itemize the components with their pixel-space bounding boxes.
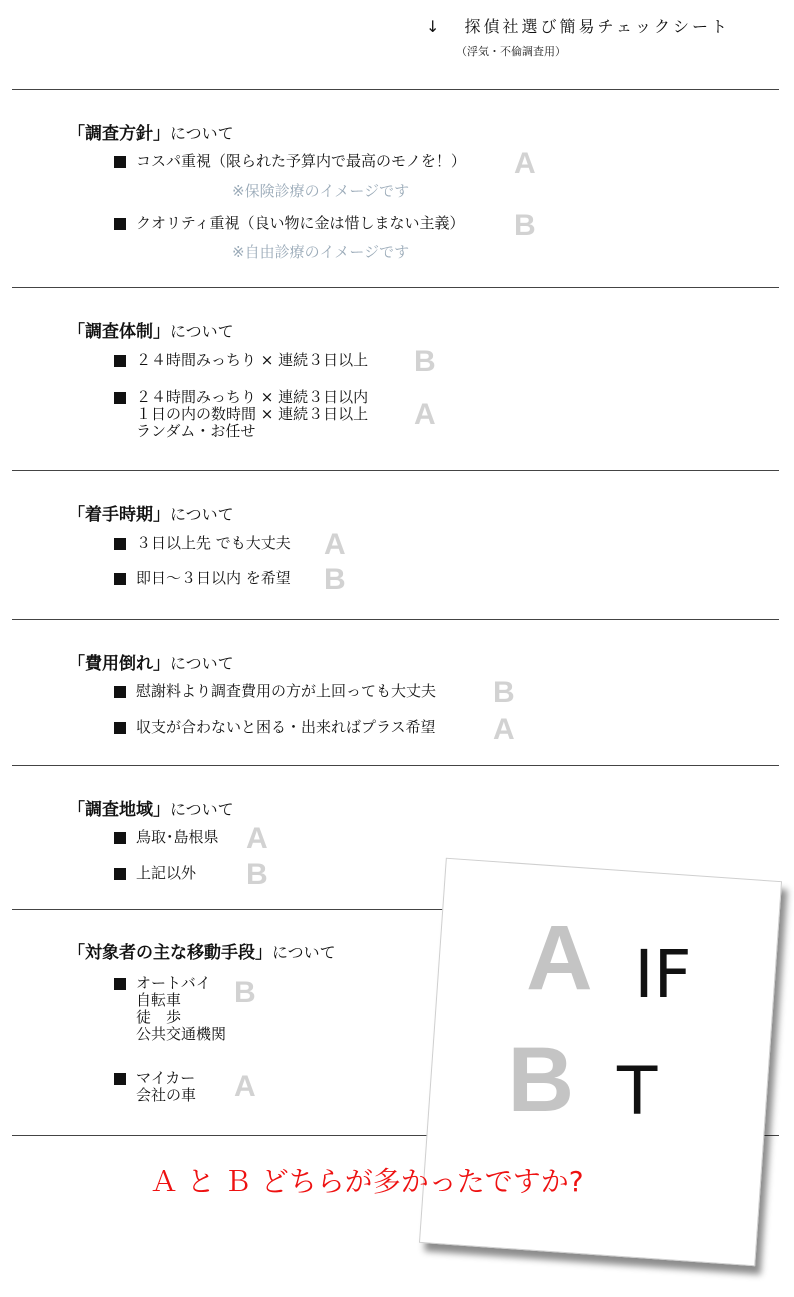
item-note: ※自由診療のイメージです [232,243,410,261]
answer-letter: B [514,209,536,242]
divider [12,470,779,471]
list-item: 収支が合わないと困る・出来ればプラス希望 [114,719,436,736]
list-item: ３日以上先 でも大丈夫 [114,535,291,552]
list-item: ２４時間みっちり × 連続３日以内 １日の内の数時間 × 連続３日以上 ランダム・お任せ [114,389,368,440]
list-item: コスパ重視（限られた予算内で最高のモノを！） [114,153,466,170]
sheet-title-text: 探偵社選び簡易チェックシート [464,17,731,36]
item-note: ※保険診療のイメージです [232,182,410,200]
sheet-subtitle: （浮気・不倫調査用） [456,45,566,58]
answer-letter: A [324,528,346,561]
bullet-square-icon [114,722,126,734]
answer-letter: B [493,676,515,709]
answer-letter: A [234,1070,256,1103]
bullet-square-icon [114,218,126,230]
answer-letter: A [246,822,268,855]
bullet-square-icon [114,156,126,168]
bullet-square-icon [114,573,126,585]
answer-card [419,858,782,1267]
list-item: オートバイ 自転車 徒 歩 公共交通機関 [114,975,226,1043]
section-title-system: 「調査体制」について [68,322,234,342]
sheet-title [426,14,730,37]
answer-letter: A [414,398,436,431]
sheet-header [426,14,730,59]
list-item: 上記以外 [114,865,196,882]
answer-letter: B [246,858,268,891]
closing-question: Ａ と Ｂ どちらが多かったですか? [150,1165,584,1198]
card-letter-b: B [507,1028,575,1131]
list-item: マイカー 会社の車 [114,1070,196,1104]
section-title-cost: 「費用倒れ」について [68,654,234,674]
down-arrow-icon: ↓ [426,17,443,36]
answer-letter: B [324,563,346,596]
list-item: 鳥取･島根県 [114,829,219,846]
answer-letter: A [493,713,515,746]
list-item: 慰謝料より調査費用の方が上回っても大丈夫 [114,683,436,700]
section-title-transport: 「対象者の主な移動手段」について [68,943,336,963]
card-letter-a: A [526,906,593,1009]
answer-letter: B [234,976,256,1009]
list-item: 即日〜３日以内 を希望 [114,570,291,587]
divider [12,287,779,288]
bullet-square-icon [114,978,126,990]
bullet-square-icon [114,686,126,698]
card-meaning-b: T [617,1052,658,1130]
bullet-square-icon [114,392,126,404]
answer-letter: B [414,345,436,378]
answer-letter: A [514,147,536,180]
bullet-square-icon [114,832,126,844]
divider [12,765,779,766]
card-meaning-a: IF [634,936,692,1014]
section-title-start-time: 「着手時期」について [68,505,234,525]
bullet-square-icon [114,1073,126,1085]
section-title-policy: 「調査方針」について [68,124,234,144]
bullet-square-icon [114,868,126,880]
list-item: ２４時間みっちり × 連続３日以上 [114,352,368,369]
divider [12,89,779,90]
list-item: クオリティ重視（良い物に金は惜しまない主義） [114,215,465,232]
bullet-square-icon [114,538,126,550]
divider [12,619,779,620]
section-title-area: 「調査地域」について [68,800,234,820]
bullet-square-icon [114,355,126,367]
